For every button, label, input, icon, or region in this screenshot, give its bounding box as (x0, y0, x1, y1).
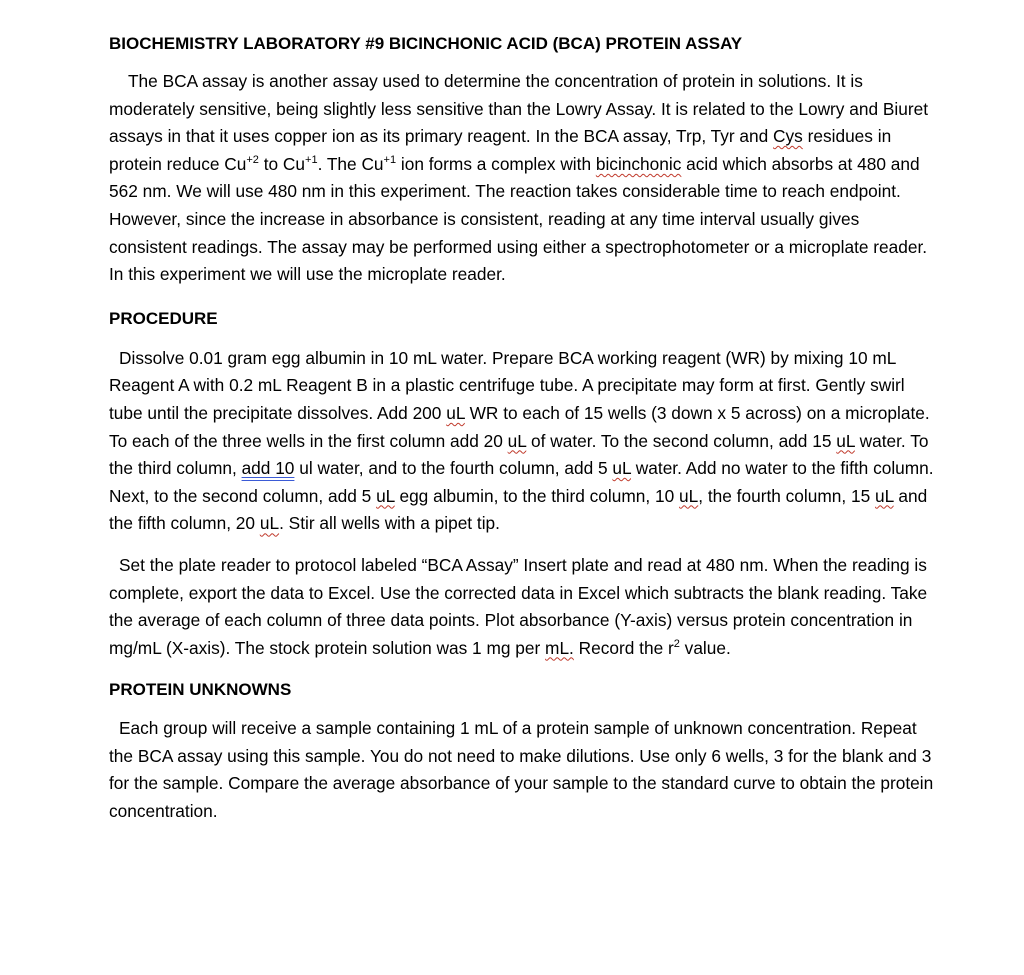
procedure-text: Set the plate reader to protocol labeled “BCA Assay” Insert plate and read at 480 nm. When the reading is complete, export the data to Excel. Use the corrected data in Excel which subtracts the blank reading. Take the average of each column of three data points. Plot absorbance (Y-axis) versus protein concentration in mg/mL (X-axis). The stock protein solution was 1 mg per (109, 554, 928, 658)
superscript: 2 (673, 637, 680, 650)
procedure-text: ul water, and to the fourth column, add 5 (294, 458, 613, 479)
document-title: BIOCHEMISTRY LABORATORY #9 BICINCHONIC ACID (BCA) PROTEIN ASSAY (109, 34, 743, 53)
document-page (109, 30, 939, 826)
procedure-paragraph-2 (109, 552, 939, 662)
grammar-flag[interactable]: add 10 (241, 458, 295, 479)
procedure-text: WR to each of 15 wells (3 down x 5 across) on a microplate. To each of the three wells in the first column add 20 (109, 402, 930, 451)
unknowns-heading: PROTEIN UNKNOWNS (109, 680, 292, 700)
procedure-text: and the fifth column, 20 (109, 485, 928, 534)
procedure-text: of water. To the second column, add 15 (526, 430, 837, 451)
procedure-text: Record the r (573, 637, 674, 658)
spellcheck-word[interactable]: uL (507, 430, 527, 451)
spellcheck-word[interactable]: uL (376, 485, 395, 506)
intro-paragraph (109, 68, 939, 289)
procedure-heading: PROCEDURE (109, 308, 218, 328)
intro-text: . The Cu (317, 153, 384, 174)
spellcheck-word[interactable]: Cys (773, 126, 803, 147)
procedure-text: value. (679, 637, 731, 658)
intro-text: acid which absorbs at 480 and 562 nm. We will use 480 nm in this experiment. The reaction takes considerable time to reach endpoint. However, since the increase in absorbance is consistent, reading at any time interval usually gives consistent readings. The assay may be performed using either a spectrophotometer or a microplate reader. In this experiment we will use the microplate reader. (109, 153, 928, 285)
superscript: +2 (246, 153, 259, 166)
spellcheck-word[interactable]: uL (612, 458, 631, 479)
unknowns-paragraph: Each group will receive a sample containing 1 mL of a protein sample of unknown concentration. Repeat the BCA assay using this sample. You do not need to make dilutions. Use only 6 wells, 3 for the blank and 3 for the sample. Compare the average absorbance of your sample to the standard curve to obtain the protein concentration. (109, 718, 934, 822)
spellcheck-word[interactable]: uL (259, 513, 280, 534)
procedure-text: . Stir all wells with a pipet tip. (279, 513, 500, 534)
procedure-text: water. Add no water to the fifth column. Next, to the second column, add 5 (109, 458, 934, 506)
intro-text: ion forms a complex with (396, 153, 596, 174)
intro-text: residues in protein reduce Cu (109, 126, 892, 174)
intro-text: to Cu (258, 153, 306, 174)
spellcheck-word[interactable]: uL (679, 485, 699, 506)
procedure-text: , the fourth column, 15 (698, 485, 876, 506)
spellcheck-word[interactable]: uL (836, 430, 855, 451)
procedure-text: Dissolve 0.01 gram egg albumin in 10 mL water. Prepare BCA working reagent (WR) by mixing 10 mL Reagent A with 0.2 mL Reagent B in a plastic centrifuge tube. A precipitate may form at first. Gently swirl tube until the precipitate dissolves. Add 200 (109, 347, 905, 423)
procedure-paragraph-1 (109, 345, 939, 538)
procedure-text: water. To the third column, (109, 430, 929, 479)
superscript: +1 (383, 153, 397, 166)
spellcheck-word[interactable]: mL. (545, 637, 574, 658)
superscript: +1 (305, 153, 318, 166)
procedure-text: egg albumin, to the third column, 10 (394, 485, 680, 506)
intro-text: The BCA assay is another assay used to determine the concentration of protein in solutions. It is moderately sensitive, being slightly less sensitive than the Lowry Assay. It is related to the Lowry and Biuret assays in that it uses copper ion as its primary reagent. In the BCA assay, Trp, Tyr and (109, 71, 929, 147)
spellcheck-word[interactable]: uL (875, 485, 894, 506)
spellcheck-word[interactable]: bicinchonic (595, 153, 682, 174)
spellcheck-word[interactable]: uL (446, 402, 465, 423)
